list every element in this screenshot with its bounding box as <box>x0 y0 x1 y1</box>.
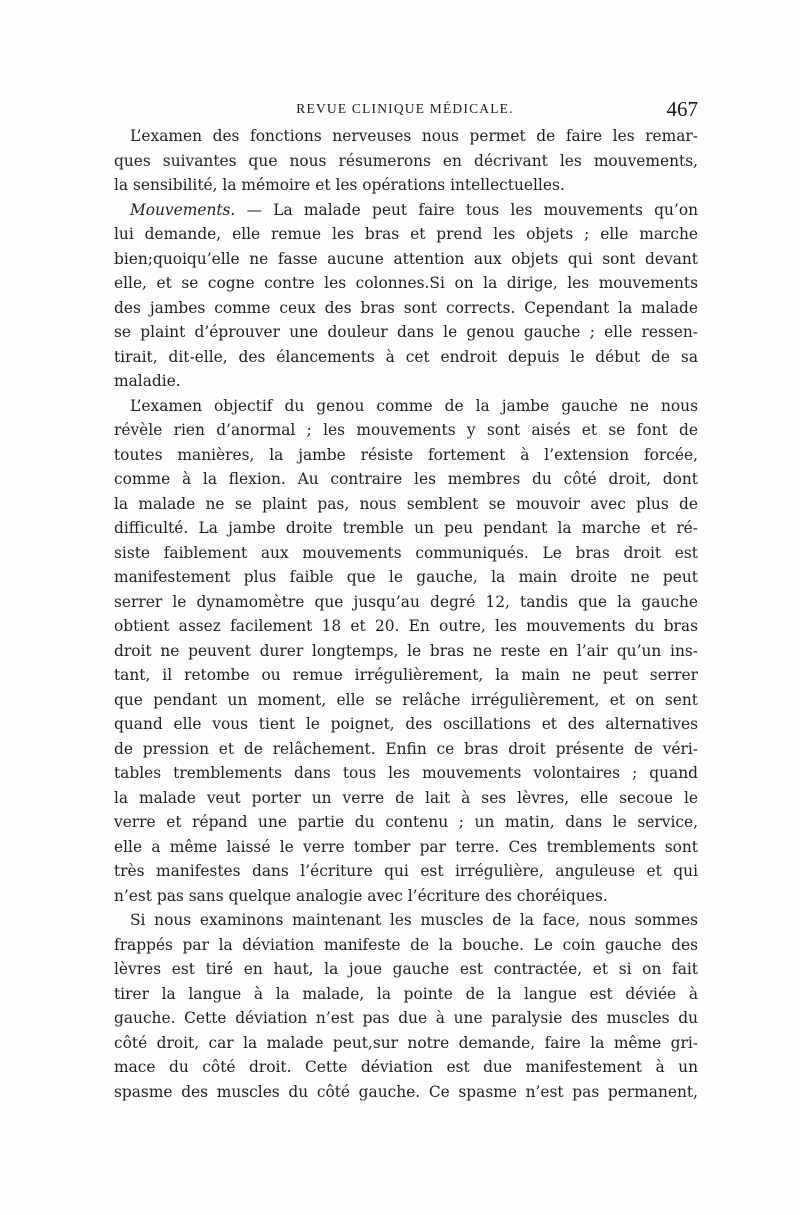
text-line: tables tremblements dans tous les mouvements volontaires ; quand <box>114 764 698 782</box>
text-line: maladie. <box>114 372 181 390</box>
text-line: révèle rien d’anormal ; les mouvements y sont aisés et se font de <box>114 421 698 439</box>
text-line: elle, et se cogne contre les colonnes.Si on la dirige, les mouvements <box>114 274 698 292</box>
text-line: la sensibilité, la mémoire et les opérations intellectuelles. <box>114 176 565 194</box>
text-line: se plaint d’éprouver une douleur dans le genou gauche ; elle ressen- <box>114 323 698 341</box>
text-line: n’est pas sans quelque analogie avec l’écriture des choréiques. <box>114 886 608 905</box>
page-header <box>112 97 698 121</box>
text-line: siste faiblement aux mouvements communiqués. Le bras droit est <box>114 543 698 562</box>
text-line: bien;quoiqu’elle ne fasse aucune attention aux objets qui sont devant <box>114 249 698 268</box>
text-line: lui demande, elle remue les bras et prend les objets ; elle marche <box>114 225 698 243</box>
text-line <box>114 198 698 223</box>
text-line: manifestement plus faible que le gauche, la main droite ne peut <box>114 568 698 586</box>
text-line: Si nous examinons maintenant les muscles de la face, nous sommes <box>130 911 698 929</box>
text-line: comme à la flexion. Au contraire les membres du côté droit, dont <box>114 470 698 488</box>
text-fragment: — La malade peut faire tous les mouvements qu’on <box>235 200 698 219</box>
body-text <box>114 124 698 1104</box>
text-line: que pendant un moment, elle se relâche irrégulièrement, et on sent <box>114 690 698 709</box>
text-line: serrer le dynamomètre que jusqu’au degré 12, tandis que la gauche <box>114 592 698 611</box>
text-line: gauche. Cette déviation n’est pas due à une paralysie des muscles du <box>114 1009 698 1027</box>
text-line: frappés par la déviation manifeste de la bouche. Le coin gauche des <box>114 935 698 954</box>
text-line: des jambes comme ceux des bras sont corrects. Cependant la malade <box>114 298 698 317</box>
text-line: L’examen des fonctions nerveuses nous permet de faire les remar- <box>130 127 698 145</box>
text-line: la malade ne se plaint pas, nous semblent se mouvoir avec plus de <box>114 494 698 513</box>
text-line: lèvres est tiré en haut, la joue gauche est contractée, et si on fait <box>114 960 698 978</box>
text-line: ques suivantes que nous résumerons en décrivant les mouvements, <box>114 151 698 170</box>
text-line: tirer la langue à la malade, la pointe de la langue est déviée à <box>114 984 698 1003</box>
text-line: verre et répand une partie du contenu ; un matin, dans le service, <box>114 813 698 831</box>
text-line: toutes manières, la jambe résiste fortement à l’extension forcée, <box>114 445 698 464</box>
text-line: droit ne peuvent durer longtemps, le bras ne reste en l’air qu’un ins- <box>114 641 698 660</box>
text-line: de pression et de relâchement. Enfin ce bras droit présente de véri- <box>114 739 698 758</box>
text-line: tirait, dit-elle, des élancements à cet endroit depuis le début de sa <box>114 347 698 366</box>
text-line: tant, il retombe ou remue irrégulièrement, la main ne peut serrer <box>114 666 698 684</box>
text-line: mace du côté droit. Cette déviation est due manifestement à un <box>114 1058 698 1076</box>
text-line: quand elle vous tient le poignet, des oscillations et des alternatives <box>114 715 698 733</box>
text-line: obtient assez facilement 18 et 20. En outre, les mouvements du bras <box>114 617 698 635</box>
text-line: la malade veut porter un verre de lait à ses lèvres, elle secoue le <box>114 788 698 807</box>
page-number: 467 <box>666 97 698 121</box>
text-line: difficulté. La jambe droite tremble un peu pendant la marche et ré- <box>114 519 698 537</box>
text-line: L’examen objectif du genou comme de la jambe gauche ne nous <box>130 396 698 415</box>
text-line: très manifestes dans l’écriture qui est irrégulière, anguleuse et qui <box>114 862 698 880</box>
text-line: côté droit, car la malade peut,sur notre demande, faire la même gri- <box>114 1033 698 1052</box>
text-line: spasme des muscles du côté gauche. Ce spasme n’est pas permanent, <box>114 1082 698 1101</box>
text-line: elle a même laissé le verre tomber par terre. Ces tremblements sont <box>114 837 698 856</box>
running-head: REVUE CLINIQUE MÉDICALE. <box>296 101 514 116</box>
section-heading-italic: Mouvements. <box>130 200 236 219</box>
